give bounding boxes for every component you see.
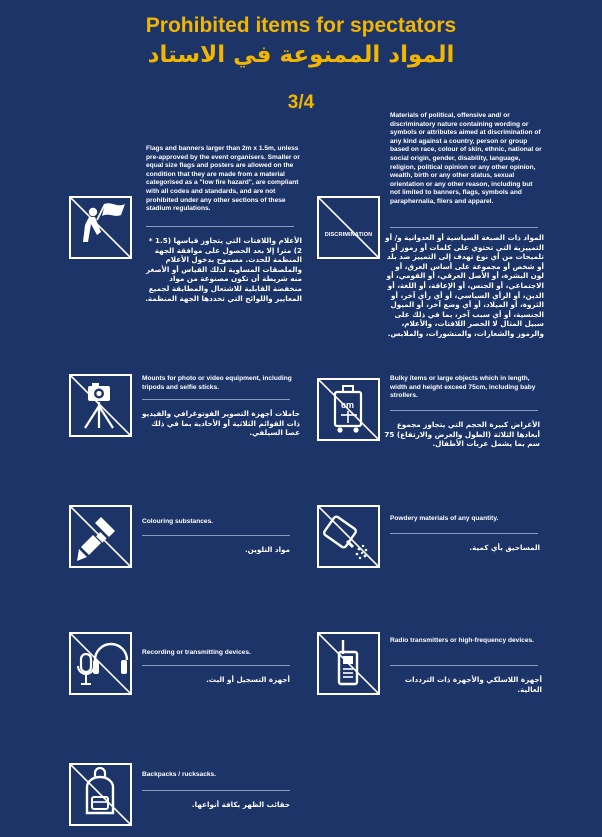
divider <box>142 665 290 666</box>
luggage-cm-icon <box>317 378 380 441</box>
cm-label: cm <box>341 400 355 410</box>
item-description-ar: مواد التلوين. <box>244 545 290 554</box>
page-title-arabic: المواد الممنوعة في الاستاد <box>147 42 455 68</box>
item-description-en: Recording or transmitting devices. <box>142 649 251 656</box>
item-description-en: Mounts for photo or video equipment, including tripods and selfie sticks. <box>142 375 292 391</box>
divider <box>390 533 538 534</box>
camera-tripod-icon <box>69 374 132 437</box>
page-title-english: Prohibited items for spectators <box>145 14 457 37</box>
divider <box>142 535 290 536</box>
item-description-ar: أجهزة التسجيل أو البث. <box>206 675 290 684</box>
item-description-en: Colouring substances. <box>142 518 214 525</box>
item-description-en: Backpacks / rucksacks. <box>142 771 217 778</box>
item-description-en: Powdery materials of any quantity. <box>390 515 499 522</box>
divider <box>390 665 538 666</box>
discrimination-icon <box>317 196 380 259</box>
headphones-microphone-icon <box>69 632 132 695</box>
divider <box>142 399 290 400</box>
item-description-ar: الأعلام واللافتات التي يتجاوز قياسها (1.5 * 2) مترا إلا بعد الحصول على موافقة الجهة المنظمة للحدث. مسموح بدخول الأعلام والملصقات المساوية لذلك القياس أو الأصغر منه شريطة أن تكون مصنوعة من مواد منخفضة القابلية للاشتعال والمطابقة لجميع المعايير واللوائح التي تحددها الجهة المنظمة. <box>145 236 302 303</box>
item-description-en: Flags and banners larger than 2m x 1.5m, unless pre-approved by the event organisers. Smaller or equal size flags and posters are allowed on the condition that they are made from a material categorised as a "low fire hazard", are compliant with all codes and standards, and are not prohibited under any other sections of these stadium regulations. <box>146 145 300 213</box>
paint-brush-icon <box>69 505 132 568</box>
flag-icon <box>69 196 132 259</box>
discrimination-label: DISCRIMINATION <box>324 232 373 238</box>
item-description-ar: الأغراض كبيرة الحجم التي يتجاوز مجموع أبعادها الثلاثة (الطول والعرض والارتفاع) 75 سم بما يشمل عربات الأطفال. <box>384 420 540 449</box>
item-description-ar: المواد ذات الصبغة السياسية أو العدوانية و/ أو التمييزية التي تحتوي على كلمات أو رموز أو تلميحات من أي نوع تهدف إلى التمييز ضد بلد أو شخص أو مجموعة على أساس العرق، أو لون البشرة، أو الأصل العرقي، أو القومي، أو الاجتماعي، أو الجنس، أو الإعاقة، أو اللغة، أو الدين، أو الرأي السياسي، أو أي رأي آخر، أو الثروة، أو الميلاد، أو أي وضع آخر، أو الميول الجنسية، أو أي سبب آخر، بما في ذلك على سبيل المثال لا الحصر اللافتات، والأعلام، والرموز والشعارات، والمنشورات، والملابس. <box>385 233 544 338</box>
backpack-icon <box>69 763 132 826</box>
powder-icon <box>317 505 380 568</box>
divider <box>390 410 538 411</box>
item-description-ar: المساحيق بأي كمية. <box>469 543 540 552</box>
item-description-en: Materials of political, offensive and/ or discriminatory nature containing wording or symbols or attributes aimed at discrimination of any kind against a country, person or group based on race, colour of skin, ethnic, national or social origin, gender, disability, language, religion, political opinion or any other opinion, wealth, birth or any other status, sexual orientation or any other reason, including but not limited to banners, flags, symbols and paraphernalia, fliers and apparel. <box>390 112 542 205</box>
divider <box>146 226 294 227</box>
item-description-ar: حقائب الظهر بكافة أنواعها. <box>191 800 290 809</box>
page-number: 3/4 <box>287 92 315 113</box>
divider <box>142 790 290 791</box>
item-description-en: Radio transmitters or high-frequency devices. <box>390 637 535 644</box>
divider <box>390 227 538 228</box>
item-description-en: Bulky items or large objects which in length, width and height exceed 75cm, including baby strollers. <box>390 375 536 400</box>
radio-transmitter-icon <box>317 632 380 695</box>
item-description-ar: أجهزة اللاسلكي والأجهزة ذات الترددات العالية. <box>404 675 542 694</box>
item-description-ar: حاملات أجهزة التصوير الفوتوغرافي والفيديو ذات القوائم الثلاثية أو الأحادية بما في ذلك عصا السيلفي. <box>142 409 300 438</box>
